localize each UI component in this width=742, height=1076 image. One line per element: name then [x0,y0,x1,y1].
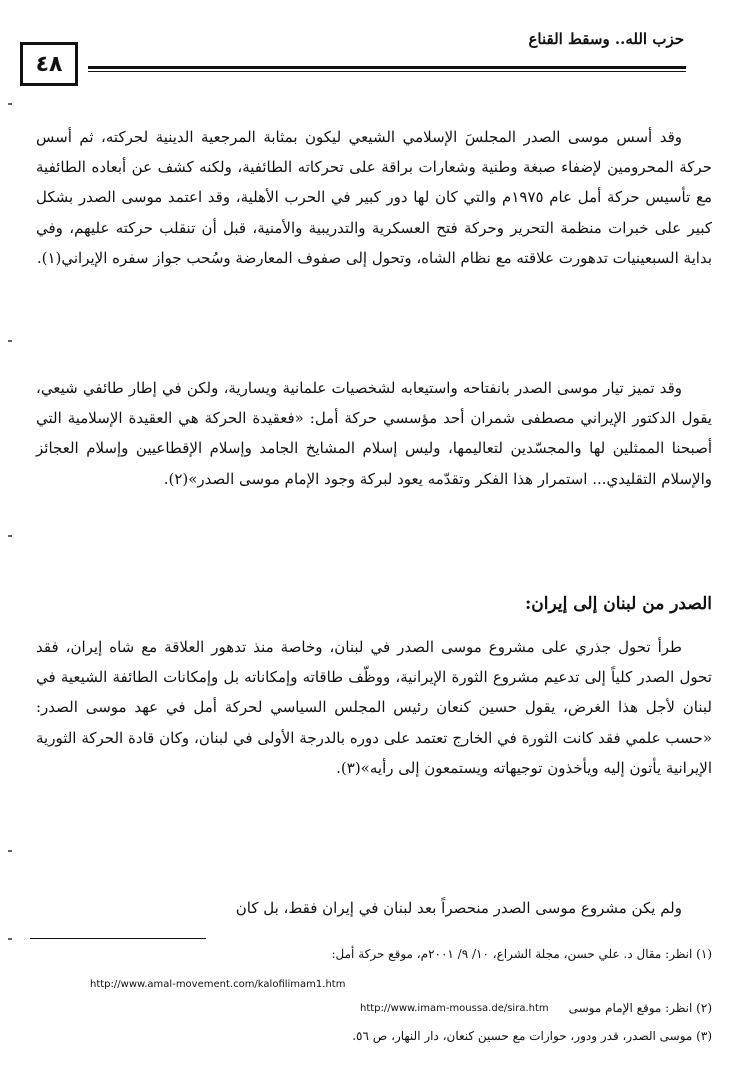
scan-mark [8,938,12,940]
paragraph-3-text: طرأ تحول جذري على مشروع موسى الصدر في لبنان، وخاصة منذ تدهور العلاقة مع شاه إيران، فقد تحول الصدر كلياً إلى تدعيم مشروع الثورة الإيرانية، ووظّف طاقاته وإمكاناته بل وإمكانات الطائفة الشيعية في لبنان لأجل هذا الغرض، يقول حسين كنعان رئيس المجلس السياسي لحركة أمل في عهد موسى الصدر: «حسب علمي فقد كانت الثورة في الخارج تعتمد على دوره بالدرجة الأولى في لبنان، وكان قادة الحركة الثورية الإيرانية يأتون إليه ويأخذون توجيهاته ويستمعون إلى رأيه»(٣). [36,638,712,777]
footnote-2-url: http://www.imam-moussa.de/sira.htm [360,1003,549,1014]
header-rule [88,66,686,69]
section-heading: الصدر من لبنان إلى إيران: [525,594,712,614]
paragraph-2-text: وقد تميز تيار موسى الصدر بانفتاحه واستيعابه لشخصيات علمانية ويسارية، ولكن في إطار طائفي شيعي، يقول الدكتور الإيراني مصطفى شمران أحد مؤسسي حركة أمل: «فعقيدة الحركة هي العقيدة الإسلامية التي أصبحنا الممثلين لها والمجسّدين لتعاليمها، وليس إسلام المشايخ الجامد وإسلام الإقطاعيين وإسلام العجائز والإسلام التقليدي... استمرار هذا الفكر وتقدّمه يعود لبركة وجود الإمام موسى الصدر»(٢). [36,379,712,488]
footnote-1: (١) انظر: مقال د. علي حسن، مجلة الشراع، ١٠/ ٩/ ٢٠٠١م، موقع حركة أمل: [331,947,712,961]
paragraph-1-text: وقد أسس موسى الصدر المجلسَ الإسلامي الشيعي ليكون بمثابة المرجعية الدينية لحركته، ثم أسس حركة المحرومين لإضفاء صبغة وطنية وشعارات براقة على تحركاته الطائفية، ولكنه كشف عن أبعاده الطائفية مع تأسيس حركة أمل عام ١٩٧٥م والتي كان لها دور كبير في الحرب الأهلية، وقد اعتمد موسى الصدر بشكل كبير على خبرات منظمة التحرير وحركة فتح العسكرية والتدريبية والأمنية، قبل أن تنقلب حركته عليهم، وفي بداية السبعينيات تدهورت علاقته مع نظام الشاه، وتحول إلى صفوف المعارضة وسُحب جواز سفره الإيراني(١). [36,128,712,267]
scan-mark [8,535,12,537]
footnote-1-url: http://www.amal-movement.com/kalofilimam1.htm [90,979,346,990]
paragraph-3 [36,632,712,783]
paragraph-1 [36,122,712,273]
scan-mark [8,850,12,852]
paragraph-2 [36,373,712,494]
running-header-title: حزب الله.. وسقط القناع [528,30,684,48]
paragraph-4 [36,893,712,923]
scan-mark [8,340,12,342]
footnote-3: (٣) موسى الصدر، قدر ودور، حوارات مع حسين كنعان، دار النهار، ص ٥٦. [352,1029,712,1043]
footnote-rule [30,938,206,939]
header-rule-thin [88,71,686,72]
page-number-box: ٤٨ [20,42,78,86]
scan-mark [8,103,12,105]
footnote-2: (٢) انظر: موقع الإمام موسى [568,1001,712,1015]
paragraph-4-text: ولم يكن مشروع موسى الصدر منحصراً بعد لبنان في إيران فقط، بل كان [235,899,682,917]
